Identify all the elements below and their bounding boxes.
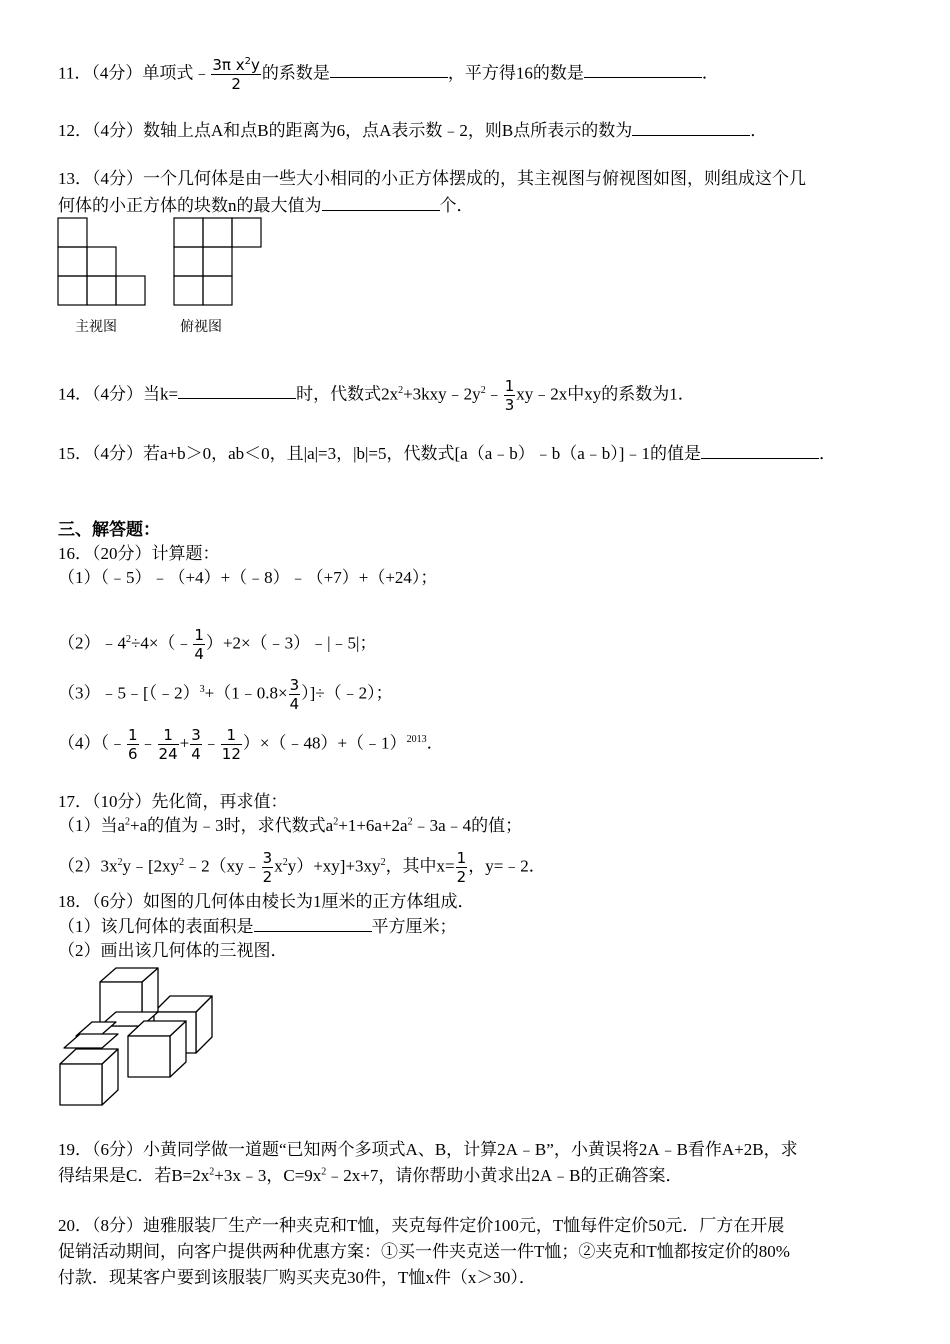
question-16-title: 16．（20分）计算题： (58, 544, 220, 563)
fraction: $\frac{1}{6}$ (128, 726, 138, 763)
answer-blank[interactable] (632, 119, 750, 136)
question-14: 14．（4分）当k= 时，代数式$2x^2+3kxy﹣2y^2﹣$ $\frac{1}{3}$ xy﹣2x中xy的系数为1． (58, 377, 695, 414)
q17-part1: （1）当$a^2+a$的值为﹣3时，求代数式$a^2+1+6a+2a^2﹣3a﹣4$的值； (58, 816, 523, 835)
q17-part2: $(2)3x^2y﹣[2xy^2﹣2(xy﹣$ $\frac{3}{2}$ $x^2y)+xy]+3xy^2$，其中x= $\frac{1}{2}$ ，y=﹣2． (58, 849, 546, 886)
q18-part2: （2）画出该几何体的三视图． (58, 941, 288, 960)
section-heading: 三、解答题： (58, 520, 160, 540)
question-13-line2: 何体的小正方体的块数n的最大值为 个． (58, 196, 474, 215)
front-view-figure (56, 216, 156, 311)
fraction: $\frac{1}{12}$ (221, 726, 241, 763)
answer-blank[interactable] (584, 61, 702, 78)
question-17-title: 17．（10分）先化简，再求值： (58, 792, 288, 811)
q16-part2: $(2)﹣4^2\div 4\times(﹣$ $\frac{1}{4}$ ）+2×（﹣3）﹣|﹣5|； (58, 626, 377, 663)
answer-blank[interactable] (178, 382, 296, 399)
fraction: $\frac{3}{4}$ (191, 726, 201, 763)
question-20-line1: 20．（8分）迪雅服装厂生产一种夹克和T恤，夹克每件定价100元，T恤每件定价50元．厂方在开展 (58, 1216, 785, 1235)
fraction: $\frac{1}{2}$ (456, 849, 467, 886)
answer-blank[interactable] (254, 915, 372, 932)
question-20-line3: 付款．现某客户要到该服装厂购买夹克30件，T恤x件（x＞30）． (58, 1268, 536, 1287)
cube-figure (56, 966, 216, 1114)
front-view-caption: 主视图 (75, 319, 117, 335)
question-19-line1: 19．（6分）小黄同学做一道题“已知两个多项式A、B，计算2A﹣B”，小黄误将2A﹣B看作A+2B，求 (58, 1140, 798, 1159)
question-13-line1: 13．（4分）一个几何体是由一些大小相同的小正方体摆成的，其主视图与俯视图如图，则组成这个几 (58, 169, 806, 188)
answer-blank[interactable] (330, 61, 448, 78)
answer-blank[interactable] (701, 442, 819, 459)
question-19-line2: 得结果是C．若$B=2x^2+3x﹣3$，$C=9x^2﹣2x+7$，请你帮助小黄求出2A﹣B的正确答案． (58, 1166, 683, 1185)
question-15: 15．（4分）若a+b＞0，ab＜0，且|a|=3，|b|=5，代数式[a（a﹣b）﹣b（a﹣b）]﹣1的值是 ． (58, 444, 836, 463)
question-12: 12．（4分）数轴上点A和点B的距离为6，点A表示数﹣2，则B点所表示的数为 ． (58, 121, 768, 140)
fraction: $\frac{3}{4}$ (289, 676, 300, 713)
fraction: $\frac{3}{2}$ (262, 849, 273, 886)
q16-part4: （4）（﹣ $\frac{1}{6}$ ﹣ $\frac{1}{24}$ + $\frac{3}{4}$ ﹣ $\frac{1}{12}$ ）×（﹣48）+（﹣1）$^{2013}$． (58, 726, 444, 763)
fraction: $\frac{1}{3}$ (504, 377, 515, 414)
fraction: $\frac{1}{4}$ (194, 626, 204, 663)
question-18-title: 18．（6分）如图的几何体由棱长为1厘米的正方体组成． (58, 892, 475, 911)
top-view-figure (172, 216, 272, 311)
question-20-line2: 促销活动期间，向客户提供两种优惠方案：①买一件夹克送一件T恤；②夹克和T恤都按定价的80% (58, 1242, 790, 1261)
fraction: $\frac{3\pi x^2y}{2}$ (212, 56, 260, 93)
q16-part3: （3）﹣5﹣[（﹣2）$^3$+（1﹣0.8× $\frac{3}{4}$ ）]÷（﹣2）； (58, 676, 393, 713)
question-11: 11．（4分）单项式﹣ $\frac{3\pi x^2y}{2}$ 的系数是 ，平方得16的数是 ． (58, 56, 719, 93)
q18-part1: （1）该几何体的表面积是 平方厘米； (58, 917, 457, 936)
q16-part1: （1）（﹣5）﹣（+4）+（﹣8）﹣（+7）+（+24）； (58, 568, 438, 587)
answer-blank[interactable] (322, 194, 440, 211)
fraction: $\frac{1}{24}$ (158, 726, 178, 763)
top-view-caption: 俯视图 (180, 319, 222, 335)
